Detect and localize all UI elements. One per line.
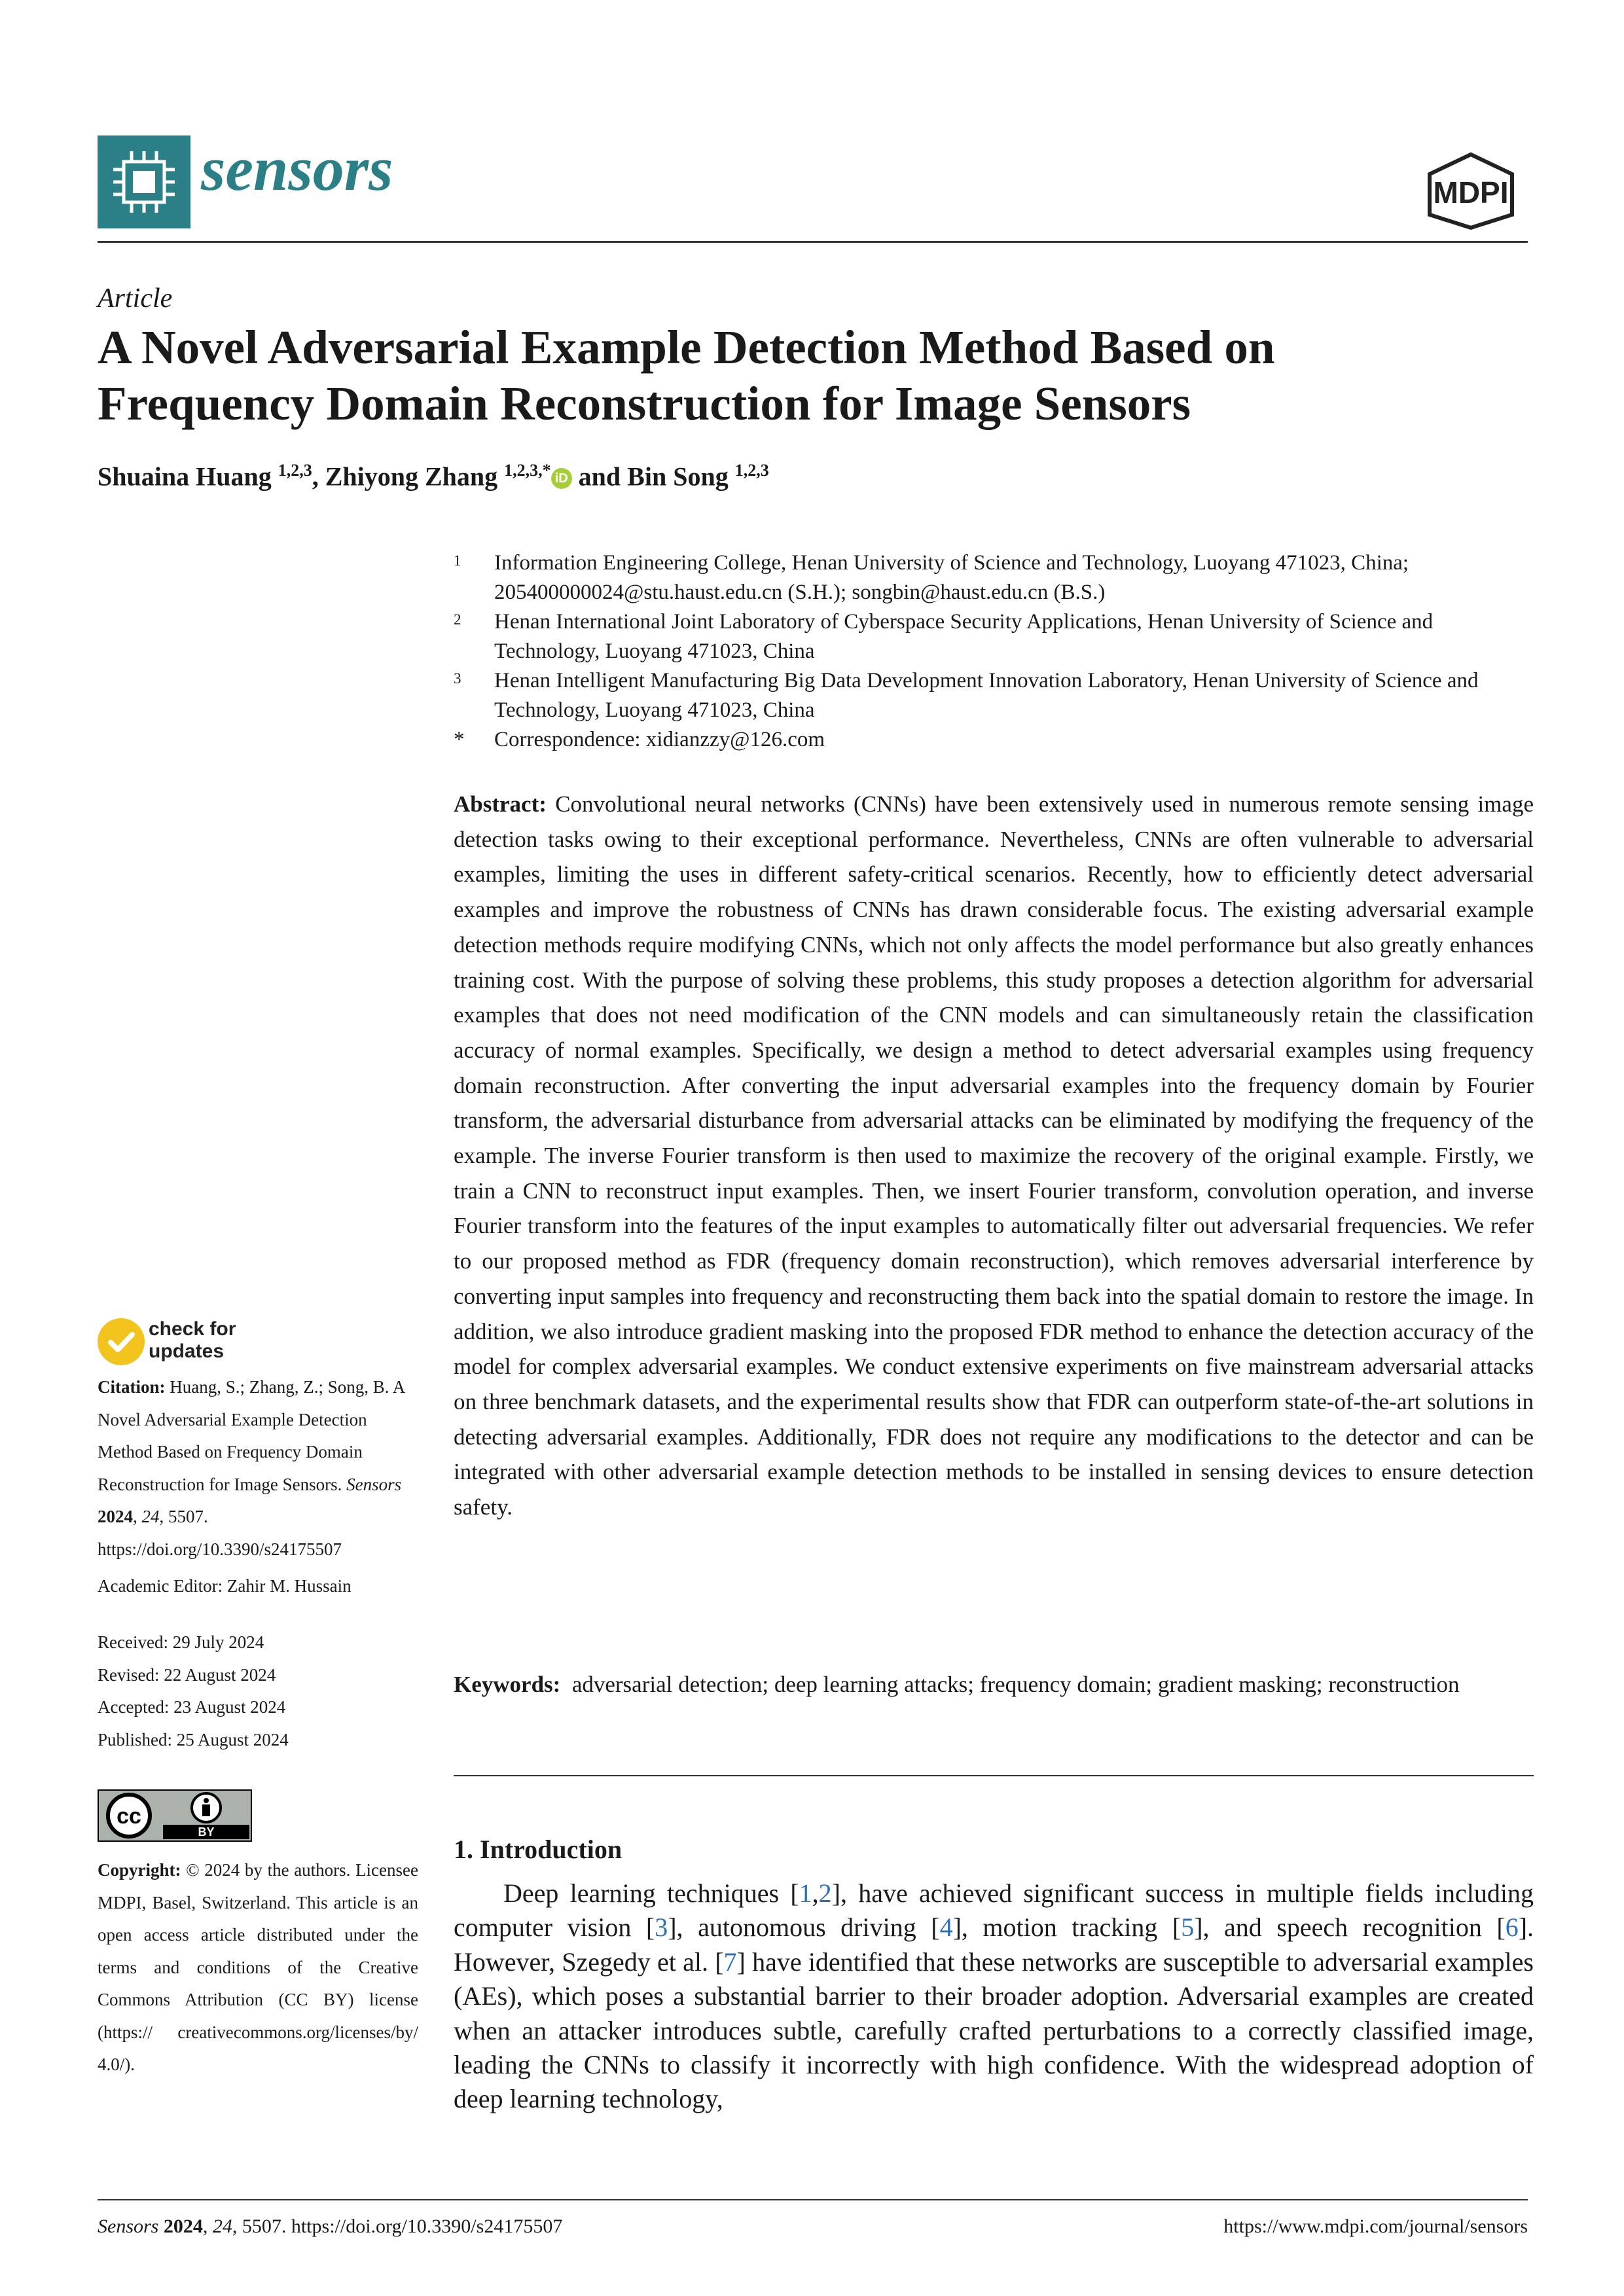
text-segment: ], motion tracking [: [952, 1912, 1182, 1943]
correspondence-text[interactable]: Correspondence: xidianzzy@126.com: [494, 728, 825, 751]
article-type: Article: [98, 283, 173, 314]
affiliation-text: Henan Intelligent Manufacturing Big Data Development Innovation Laboratory, Henan University of Science and Technology, Luoyang 471023, China: [494, 669, 1479, 722]
citation-link[interactable]: 1: [799, 1878, 812, 1908]
citation-year: 2024: [98, 1507, 133, 1526]
footer-year: 2024: [163, 2215, 203, 2237]
abstract-label: Abstract:: [454, 791, 547, 817]
citation-volume: 24: [141, 1507, 160, 1526]
footer-divider: [98, 2199, 1528, 2200]
citation-block: Citation: Huang, S.; Zhang, Z.; Song, B. A Novel Adversarial Example Detection Method Based on Frequency Domain Reconstruction for Image Sensors. Sensors 2024, 24, 5507. https://doi.org/10.3390/s24175507: [98, 1377, 405, 1559]
text-segment: ], autonomous driving [: [668, 1912, 940, 1943]
text-segment: ], and speech recognition [: [1194, 1912, 1506, 1943]
citation-link[interactable]: 6: [1505, 1912, 1519, 1943]
svg-text:MDPI: MDPI: [1433, 175, 1509, 209]
citation-text: Huang, S.; Zhang, Z.; Song, B. A Novel Adversarial Example Detection Method Based on Frequency Domain Reconstruction for Image Sensors.: [98, 1377, 405, 1494]
academic-editor: Academic Editor: Zahir M. Hussain: [98, 1576, 352, 1596]
citation-pages: , 5507.: [159, 1507, 208, 1526]
mdpi-logo-icon[interactable]: [1414, 152, 1528, 230]
check-line: check for: [149, 1318, 236, 1340]
author-name[interactable]: Zhiyong Zhang: [325, 461, 498, 492]
check-for-updates-label: [149, 1318, 236, 1363]
published-date: Published: 25 August 2024: [98, 1729, 289, 1749]
author-affiliation-marks: 1,2,3: [278, 461, 312, 480]
copyright-label: Copyright:: [98, 1860, 181, 1880]
citation-label: Citation:: [98, 1377, 166, 1397]
author-separator: ,: [312, 461, 325, 492]
affiliation-item: [454, 725, 1534, 755]
author-affiliation-marks: 1,2,3: [734, 461, 769, 480]
affiliation-item: [454, 607, 1534, 666]
revised-date: Revised: 22 August 2024: [98, 1664, 276, 1685]
affiliation-text: Henan International Joint Laboratory of Cyberspace Security Applications, Henan University of Science and Technology, Luoyang 471023, China: [494, 610, 1434, 663]
footer-doi-link[interactable]: , 5507. https://doi.org/10.3390/s24175507: [232, 2215, 563, 2237]
author-name[interactable]: Shuaina Huang: [98, 461, 272, 492]
citation-journal: Sensors: [346, 1474, 402, 1494]
journal-logo-icon: [98, 135, 190, 228]
affiliation-number: 3: [454, 670, 461, 687]
orcid-icon[interactable]: iD: [551, 468, 572, 489]
copyright-notice: [98, 1854, 418, 2081]
section-divider: [454, 1775, 1534, 1776]
title-line: Frequency Domain Reconstruction for Image Sensors: [98, 377, 1191, 430]
citation-link[interactable]: 2: [818, 1878, 832, 1908]
text-segment: ], have achieved significant success in multiple fields including computer vision [: [454, 1878, 1534, 1943]
header-divider: [98, 241, 1528, 243]
text-segment: ]. However, Szegedy et al. [: [454, 1912, 1534, 1977]
title-line: A Novel Adversarial Example Detection Method Based on: [98, 321, 1275, 374]
footer-citation: Sensors 2024, 24, 5507. https://doi.org/10.3390/s24175507: [98, 2215, 563, 2237]
svg-text:BY: BY: [198, 1825, 215, 1839]
citation-link[interactable]: 5: [1181, 1912, 1195, 1943]
publication-dates: [98, 1626, 289, 1756]
affiliation-number: 1: [454, 552, 461, 569]
check-line: updates: [149, 1340, 225, 1362]
affiliation-number: 2: [454, 611, 461, 628]
correspondence-mark: *: [454, 728, 465, 751]
footer-volume: 24: [212, 2215, 232, 2237]
footer-journal: Sensors: [98, 2215, 159, 2237]
author-name[interactable]: Bin Song: [627, 461, 729, 492]
citation-link[interactable]: 7: [723, 1946, 737, 1977]
article-title: [98, 319, 1538, 432]
keywords: [454, 1667, 1534, 1702]
accepted-date: Accepted: 23 August 2024: [98, 1697, 286, 1717]
keywords-label: Keywords:: [454, 1672, 561, 1697]
author-affiliation-marks: 1,2,3,*: [504, 461, 551, 480]
text-segment: ] have identified that these networks are susceptible to adversarial examples (AEs), which poses a substantial barrier to their broader adoption. Adversarial examples are created when an attacker introduces subtle, carefully crafted perturbations to a correctly classified image, leading the CNNs to classify it incorrectly with high confidence. With the widespread adoption of deep learning technology,: [454, 1946, 1534, 2114]
citation-link[interactable]: 4: [939, 1912, 953, 1943]
author-list: [98, 461, 1538, 492]
footer-journal-url[interactable]: https://www.mdpi.com/journal/sensors: [1223, 2215, 1528, 2237]
intro-paragraph: [454, 1876, 1534, 2117]
received-date: Received: 29 July 2024: [98, 1632, 264, 1652]
text-segment: ,: [812, 1878, 819, 1908]
abstract: [454, 787, 1534, 1525]
svg-text:cc: cc: [117, 1804, 141, 1829]
cc-by-license-icon[interactable]: [98, 1789, 252, 1842]
author-separator: and: [571, 461, 628, 492]
affiliation-text: Information Engineering College, Henan University of Science and Technology, Luoyang 471023, China; 205400000024@stu.haust.edu.cn (S.H.); songbin@haust.edu.cn (B.S.): [494, 551, 1409, 604]
text-segment: Deep learning techniques [: [503, 1878, 799, 1908]
check-for-updates-badge[interactable]: [98, 1313, 268, 1372]
affiliations: [454, 548, 1534, 755]
citation-doi-link[interactable]: https://doi.org/10.3390/s24175507: [98, 1539, 342, 1559]
section-heading: 1. Introduction: [454, 1835, 623, 1864]
affiliation-item: [454, 666, 1534, 725]
abstract-text: Convolutional neural networks (CNNs) have been extensively used in numerous remote sensing image detection tasks owing to their exceptional performance. Nevertheless, CNNs are often vulnerable to adversarial examples, limiting the uses in different safety-critical scenarios. Recently, how to efficiently detect adversarial examples and improve the robustness of CNNs has drawn considerable focus. The existing adversarial example detection methods require modifying CNNs, which not only affects the model performance but also greatly enhances training cost. With the purpose of solving these problems, this study proposes a detection algorithm for adversarial examples that does not need modification of the CNN models and can simultaneously retain the classification accuracy of normal examples. Specifically, we design a method to detect adversarial examples using frequency domain reconstruction. After converting the input adversarial examples into the frequency domain by Fourier transform, the adversarial disturbance from adversarial attacks can be eliminated by modifying the frequency of the example. The inverse Fourier transform is then used to maximize the recovery of the original example. Firstly, we train a CNN to reconstruct input examples. Then, we insert Fourier transform, convolution operation, and inverse Fourier transform into the features of the input examples to automatically filter out adversarial frequencies. We refer to our proposed method as FDR (frequency domain reconstruction), which removes adversarial interference by converting input samples into frequency and reconstructing them back into the spatial domain to restore the image. In addition, we also introduce gradient masking into the proposed FDR method to enhance the detection accuracy of the model for complex adversarial examples. We conduct extensive experiments on five mainstream adversarial attacks on three benchmark datasets, and the experimental results show that FDR can outperform state-of-the-art solutions in detecting adversarial examples. Additionally, FDR does not require any modifications to the detector and can be integrated with other adversarial example detection methods to be installed in sensing devices to ensure detection safety.: [454, 791, 1534, 1520]
copyright-text: © 2024 by the authors. Licensee MDPI, Basel, Switzerland. This article is an open access article distributed under the terms and conditions of the Creative Commons Attribution (CC BY) license (https:// creativecommons.org/licenses/by/ 4.0/).: [98, 1860, 419, 2074]
journal-name[interactable]: sensors: [201, 134, 393, 204]
keywords-text: adversarial detection; deep learning attacks; frequency domain; gradient masking; reconstruction: [571, 1672, 1460, 1697]
citation-link[interactable]: 3: [655, 1912, 668, 1943]
check-icon: [98, 1318, 145, 1365]
affiliation-item: [454, 548, 1534, 607]
